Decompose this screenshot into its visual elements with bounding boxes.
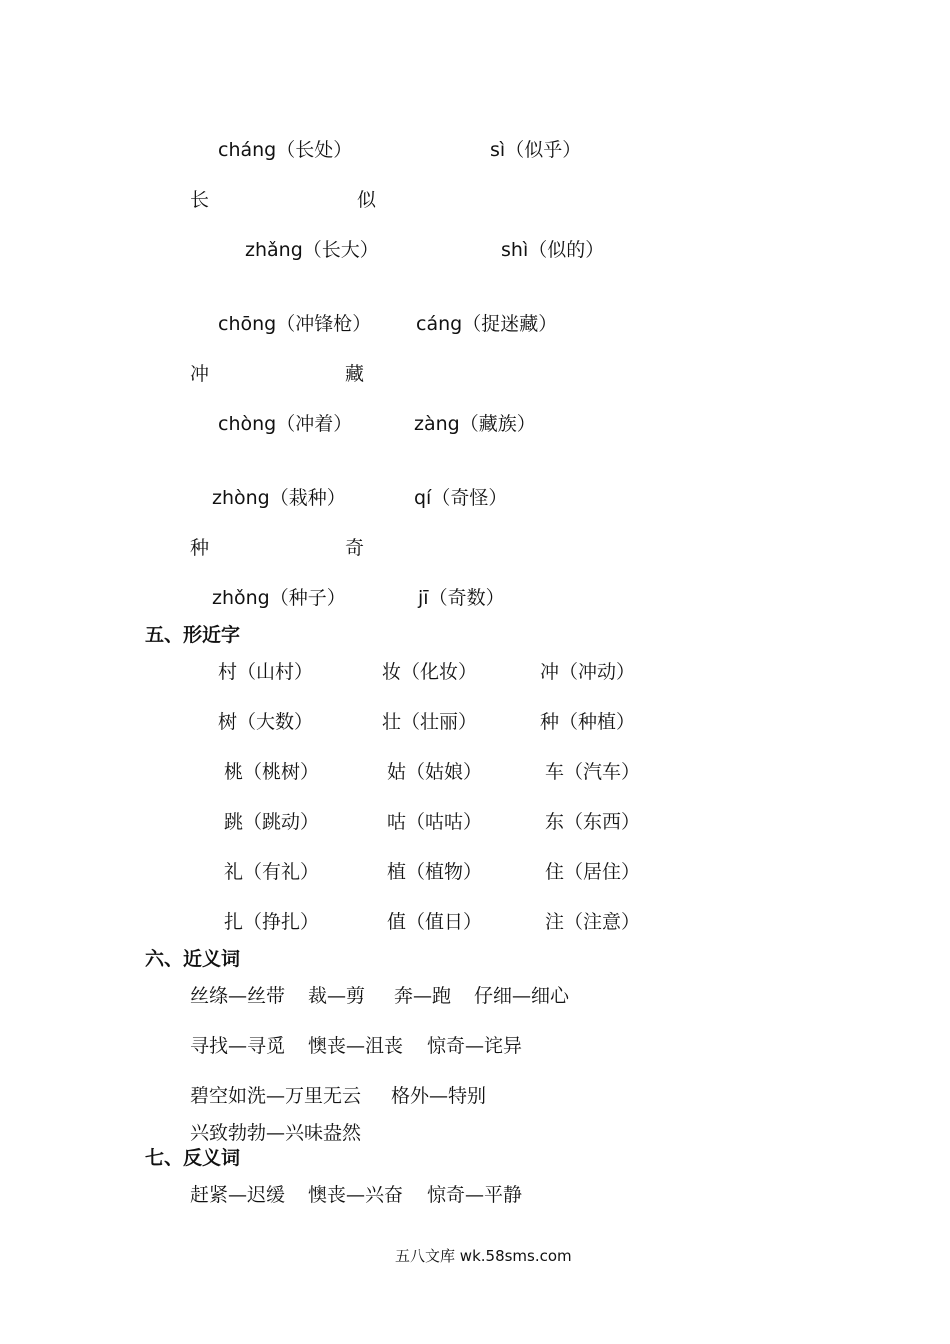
pinyin-entry: chòng（冲着） bbox=[218, 413, 353, 435]
section-heading: 六、近义词 bbox=[145, 948, 241, 970]
polyphone-char: 藏 bbox=[345, 363, 365, 385]
antonym-pair: 惊奇—平静 bbox=[427, 1184, 523, 1206]
synonym-pair: 格外—特别 bbox=[391, 1085, 487, 1107]
polyphone-char: 冲 bbox=[190, 363, 210, 385]
synonym-pair: 奔—跑 bbox=[394, 985, 452, 1007]
synonym-pair: 裁—剪 bbox=[308, 985, 366, 1007]
synonym-pair: 惊奇—诧异 bbox=[427, 1035, 523, 1057]
footer-site-name: 五八文库 bbox=[395, 1247, 456, 1265]
similar-char-item: 咕（咕咕） bbox=[387, 811, 483, 833]
polyphone-char: 似 bbox=[357, 189, 377, 211]
footer-site-url[interactable]: wk.58sms.com bbox=[459, 1247, 572, 1265]
similar-char-item: 树（大数） bbox=[218, 711, 314, 733]
similar-char-item: 礼（有礼） bbox=[224, 861, 320, 883]
synonym-pair: 丝绦—丝带 bbox=[190, 985, 286, 1007]
synonym-pair: 碧空如洗—万里无云 bbox=[190, 1085, 362, 1107]
pinyin-entry: jī（奇数） bbox=[418, 587, 505, 609]
pinyin-entry: qí（奇怪） bbox=[414, 487, 508, 509]
similar-char-item: 值（值日） bbox=[387, 911, 483, 933]
similar-char-item: 东（东西） bbox=[545, 811, 641, 833]
similar-char-item: 住（居住） bbox=[545, 861, 641, 883]
section-heading: 七、反义词 bbox=[145, 1147, 241, 1169]
antonym-pair: 赶紧—迟缓 bbox=[190, 1184, 286, 1206]
antonym-pair: 懊丧—兴奋 bbox=[308, 1184, 404, 1206]
synonym-pair: 懊丧—沮丧 bbox=[308, 1035, 404, 1057]
synonym-pair: 寻找—寻觅 bbox=[190, 1035, 286, 1057]
similar-char-item: 姑（姑娘） bbox=[387, 761, 483, 783]
similar-char-item: 村（山村） bbox=[218, 661, 314, 683]
pinyin-entry: shì（似的） bbox=[501, 239, 605, 261]
pinyin-entry: zhǒng（种子） bbox=[212, 587, 346, 609]
pinyin-entry: zàng（藏族） bbox=[414, 413, 536, 435]
pinyin-entry: cáng（捉迷藏） bbox=[416, 313, 558, 335]
similar-char-item: 车（汽车） bbox=[545, 761, 641, 783]
polyphone-char: 长 bbox=[190, 189, 210, 211]
pinyin-entry: zhǎng（长大） bbox=[245, 239, 379, 261]
pinyin-entry: zhòng（栽种） bbox=[212, 487, 346, 509]
similar-char-item: 跳（跳动） bbox=[224, 811, 320, 833]
section-heading: 五、形近字 bbox=[145, 624, 241, 646]
pinyin-entry: chōng（冲锋枪） bbox=[218, 313, 372, 335]
synonym-pair: 仔细—细心 bbox=[474, 985, 570, 1007]
footer-source bbox=[395, 1246, 572, 1266]
similar-char-item: 扎（挣扎） bbox=[224, 911, 320, 933]
similar-char-item: 壮（壮丽） bbox=[382, 711, 478, 733]
similar-char-item: 植（植物） bbox=[387, 861, 483, 883]
pinyin-entry: cháng（长处） bbox=[218, 139, 353, 161]
polyphone-char: 奇 bbox=[345, 537, 365, 559]
pinyin-entry: sì（似乎） bbox=[490, 139, 582, 161]
similar-char-item: 桃（桃树） bbox=[224, 761, 320, 783]
similar-char-item: 冲（冲动） bbox=[540, 661, 636, 683]
synonym-pair: 兴致勃勃—兴味盎然 bbox=[190, 1122, 362, 1144]
similar-char-item: 妆（化妆） bbox=[382, 661, 478, 683]
polyphone-char: 种 bbox=[190, 537, 210, 559]
similar-char-item: 注（注意） bbox=[545, 911, 641, 933]
similar-char-item: 种（种植） bbox=[540, 711, 636, 733]
